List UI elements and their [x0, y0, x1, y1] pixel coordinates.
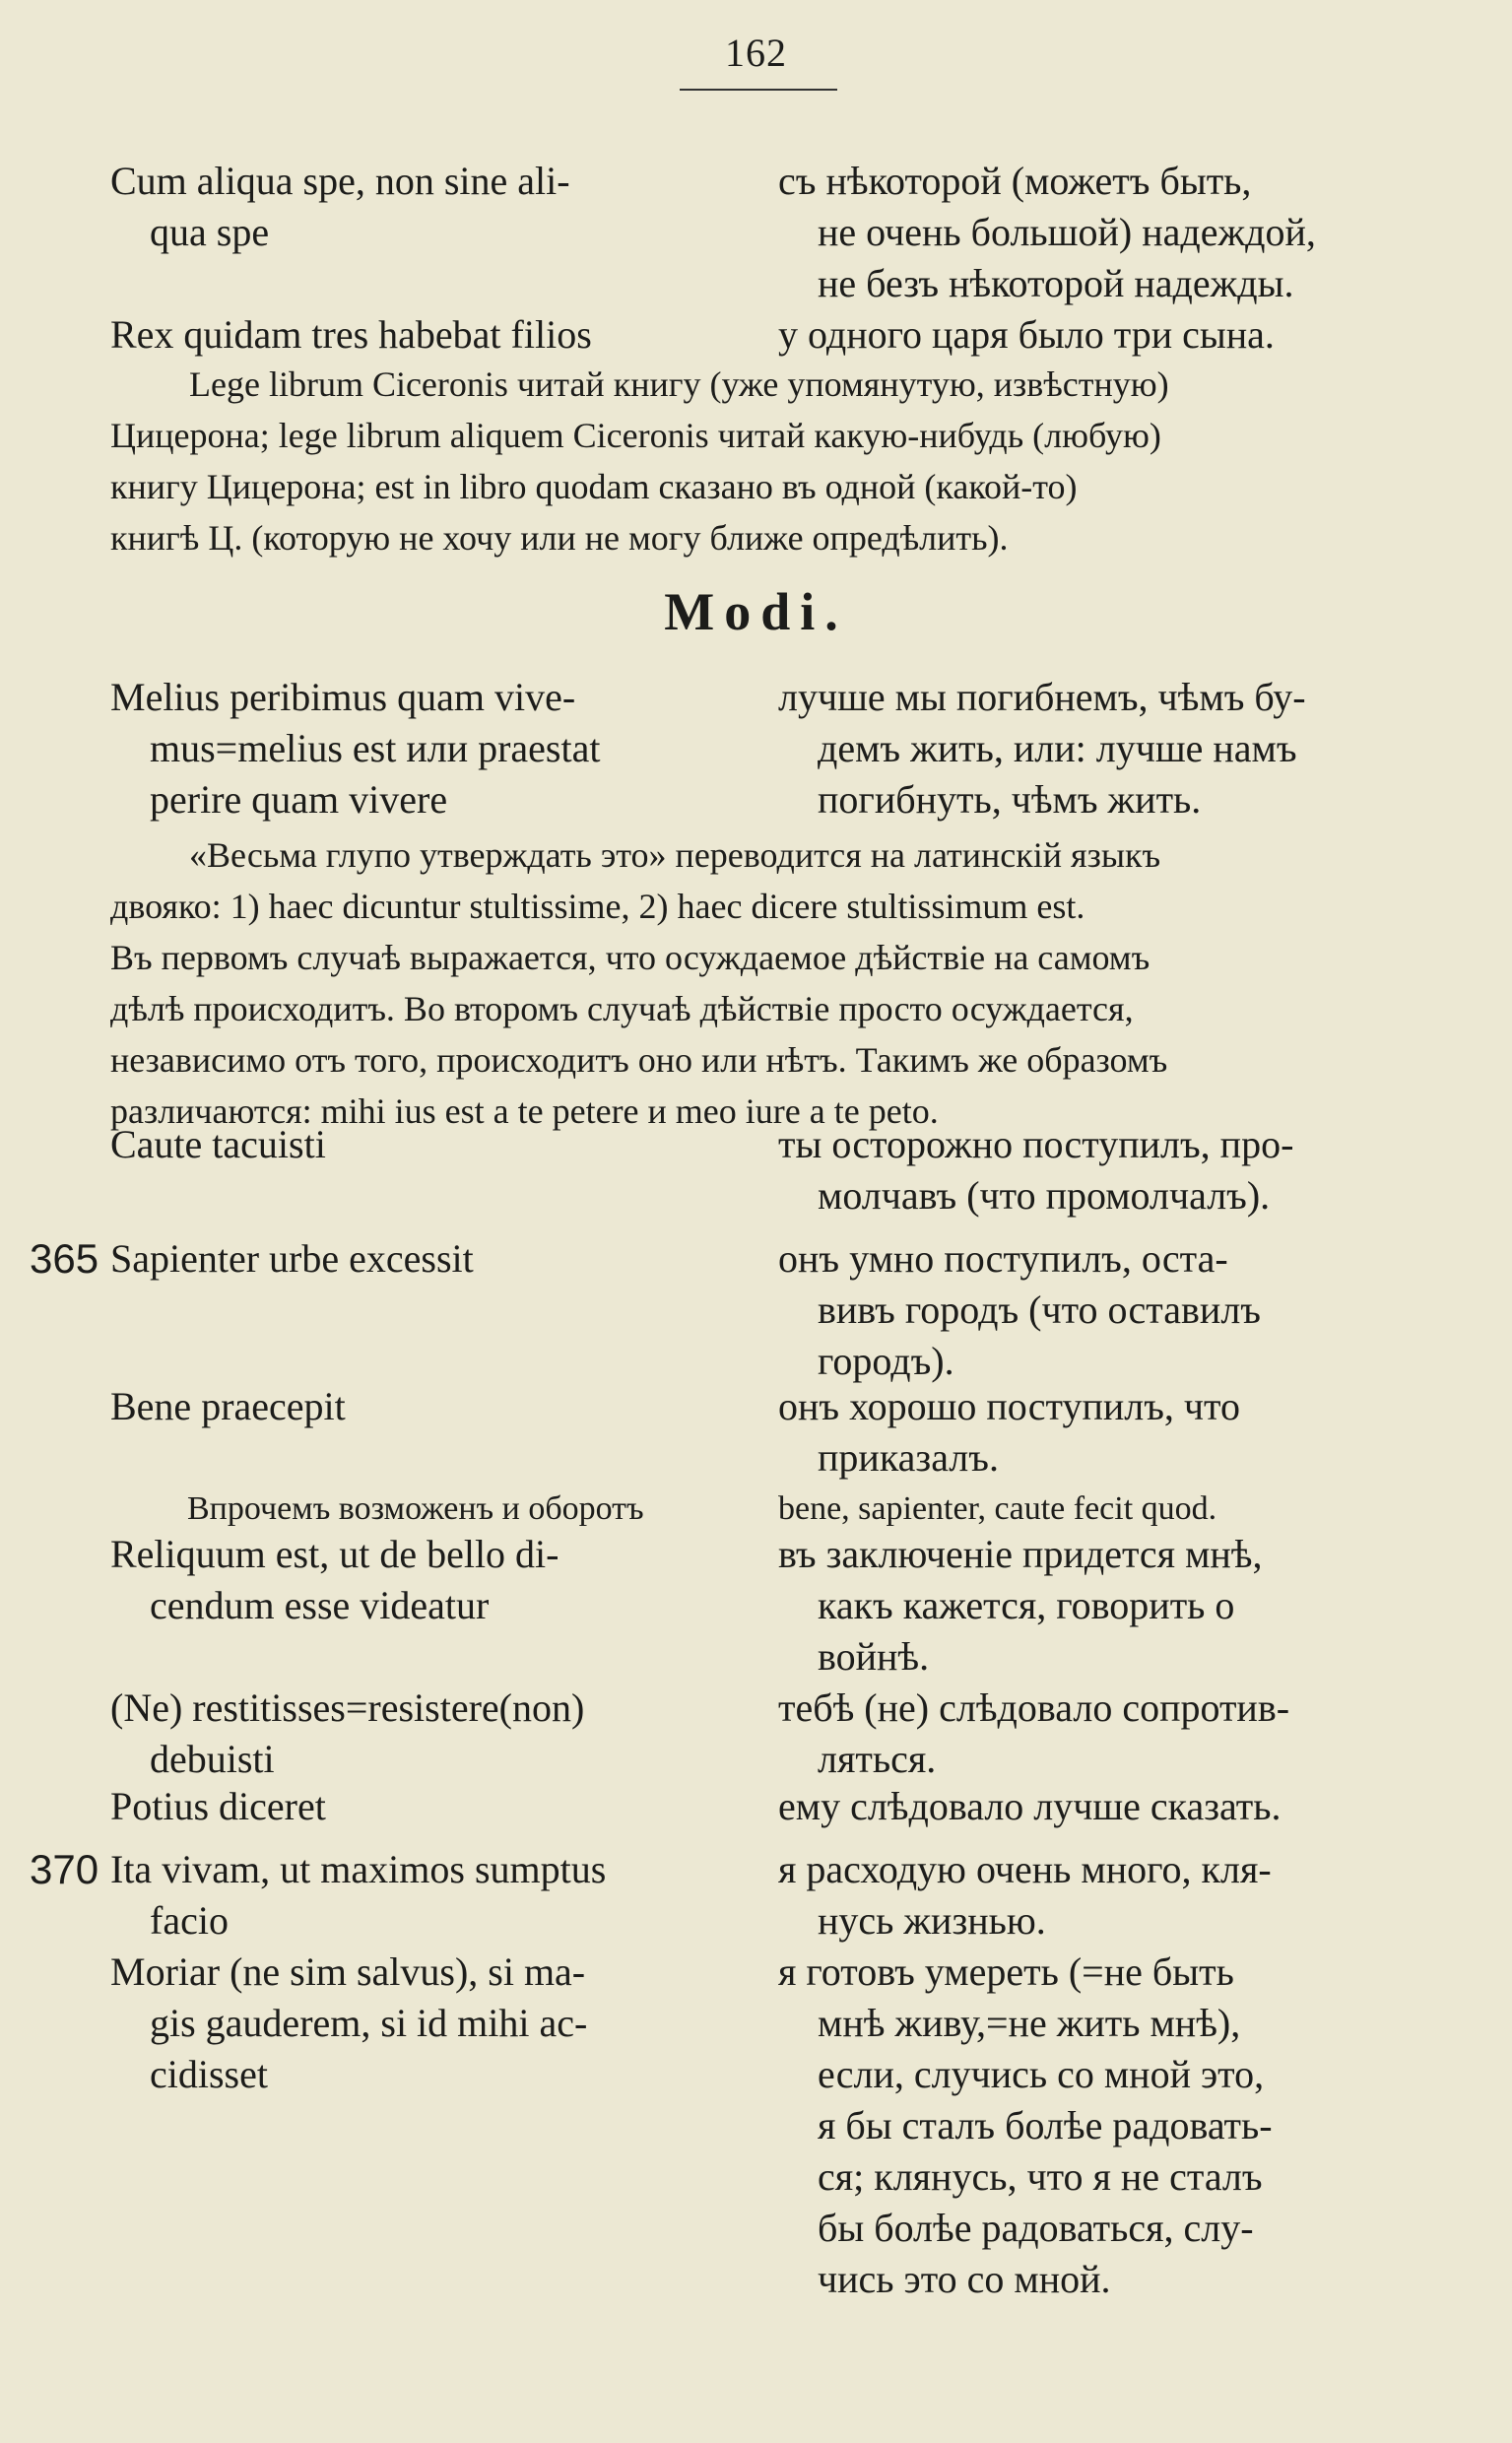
- mid-note-left: Впрочемъ возможенъ и оборотъ: [187, 1490, 644, 1527]
- russian-translation: [778, 1947, 1428, 2305]
- russian-line: демъ жить, или: лучше намъ: [818, 726, 1297, 770]
- russian-translation: [778, 1119, 1428, 1222]
- russian-translation: [778, 672, 1428, 825]
- latin-line: Melius peribimus quam vive-: [110, 675, 576, 719]
- russian-translation: ему слѣдовало лучше сказать.: [778, 1784, 1282, 1828]
- russian-translation: [778, 1683, 1428, 1785]
- russian-line: тебѣ (не) слѣдовало сопротив-: [778, 1685, 1290, 1730]
- russian-line: городъ).: [818, 1339, 954, 1383]
- header-rule: [680, 89, 837, 91]
- note-vesma-glupo: [110, 829, 1420, 1137]
- latin-line: facio: [150, 1898, 229, 1943]
- russian-line: ся; клянусь, что я не сталъ: [818, 2154, 1263, 2199]
- note-line: двояко: 1) haec dicuntur stultissime, 2) haec dicere stultissimum est.: [110, 887, 1085, 926]
- note-line: книгу Цицерона; est in libro quodam сказано въ одной (какой-то): [110, 467, 1078, 506]
- russian-translation: [778, 1381, 1428, 1484]
- latin-phrase: [110, 672, 760, 825]
- russian-line: лучше мы погибнемъ, чѣмъ бу-: [778, 675, 1306, 719]
- section-heading: Modi.: [664, 582, 848, 641]
- note-line: различаются: mihi ius est a te petere и meo iure a te peto.: [110, 1091, 939, 1131]
- latin-phrase: [110, 1683, 760, 1785]
- russian-line: ляться.: [818, 1737, 937, 1781]
- latin-line: Reliquum est, ut de bello di-: [110, 1532, 559, 1576]
- latin-phrase: Bene praecepit: [110, 1384, 346, 1428]
- russian-line: я расходую очень много, кля-: [778, 1847, 1272, 1891]
- russian-line: въ заключеніе придется мнѣ,: [778, 1532, 1263, 1576]
- line-number: 370: [30, 1846, 99, 1892]
- russian-translation: [778, 1529, 1428, 1683]
- mid-note-right: bene, sapienter, caute fecit quod.: [778, 1490, 1217, 1527]
- russian-line: войнѣ.: [818, 1634, 930, 1679]
- latin-line: cendum esse videatur: [150, 1583, 490, 1627]
- russian-translation: [778, 1233, 1428, 1387]
- russian-line: ты осторожно поступилъ, про-: [778, 1122, 1294, 1166]
- russian-line: мнѣ живу,=не жить мнѣ),: [818, 2001, 1241, 2045]
- russian-line: чись это со мной.: [818, 2257, 1111, 2301]
- note-line: Цицерона; lege librum aliquem Ciceronis читай какую-нибудь (любую): [110, 416, 1161, 455]
- russian-line: онъ хорошо поступилъ, что: [778, 1384, 1241, 1428]
- latin-line: Ita vivam, ut maximos sumptus: [110, 1847, 607, 1891]
- latin-line: mus=melius est или praestat: [150, 726, 601, 770]
- latin-phrase: Sapienter urbe excessit: [110, 1236, 474, 1281]
- note-line: дѣлѣ происходитъ. Во второмъ случаѣ дѣйствіе просто осуждается,: [110, 989, 1134, 1028]
- russian-translation: [778, 156, 1428, 309]
- russian-line: если, случись со мной это,: [818, 2052, 1265, 2096]
- russian-line: молчавъ (что промолчалъ).: [818, 1173, 1271, 1218]
- latin-line: qua spe: [150, 210, 270, 254]
- russian-line: я бы сталъ болѣе радовать-: [818, 2103, 1273, 2147]
- note-line: Въ первомъ случаѣ выражается, что осуждаемое дѣйствіе на самомъ: [110, 938, 1150, 977]
- latin-line: (Ne) restitisses=resistere(non): [110, 1685, 585, 1730]
- russian-line: вивъ городъ (что оставилъ: [818, 1288, 1261, 1332]
- russian-translation: [778, 1844, 1428, 1947]
- latin-line: perire quam vivere: [150, 777, 448, 822]
- latin-phrase: Potius diceret: [110, 1784, 326, 1828]
- note-line: книгѣ Ц. (которую не хочу или не могу ближе опредѣлить).: [110, 518, 1009, 558]
- line-number: 365: [30, 1235, 99, 1282]
- russian-line: не очень большой) надеждой,: [818, 210, 1316, 254]
- note-line: Lege librum Ciceronis читай книгу (уже упомянутую, извѣстную): [189, 364, 1169, 404]
- russian-line: не безъ нѣкоторой надежды.: [818, 261, 1294, 305]
- latin-line: Cum aliqua spe, non sine ali-: [110, 159, 570, 203]
- russian-line: съ нѣкоторой (можетъ быть,: [778, 159, 1252, 203]
- russian-line: я готовъ умереть (=не быть: [778, 1949, 1234, 1994]
- russian-line: нусь жизнью.: [818, 1898, 1046, 1943]
- latin-phrase: [110, 1947, 760, 2100]
- russian-translation: у одного царя было три сына.: [778, 312, 1275, 357]
- russian-line: погибнуть, чѣмъ жить.: [818, 777, 1202, 822]
- note-line: независимо отъ того, происходитъ оно или нѣтъ. Такимъ же образомъ: [110, 1040, 1168, 1080]
- latin-phrase: Rex quidam tres habebat filios: [110, 312, 592, 357]
- latin-line: cidisset: [150, 2052, 268, 2096]
- russian-line: бы болѣе радоваться, слу-: [818, 2206, 1254, 2250]
- latin-phrase: [110, 156, 760, 258]
- latin-line: gis gauderem, si id mihi ac-: [150, 2001, 588, 2045]
- russian-line: онъ умно поступилъ, оста-: [778, 1236, 1228, 1281]
- latin-line: Moriar (ne sim salvus), si ma-: [110, 1949, 586, 1994]
- latin-phrase: [110, 1529, 760, 1631]
- russian-line: приказалъ.: [818, 1435, 999, 1480]
- latin-phrase: [110, 1844, 760, 1947]
- note-lege-librum: [110, 359, 1420, 563]
- note-line: «Весьма глупо утверждать это» переводится на латинскій языкъ: [189, 835, 1161, 875]
- latin-line: debuisti: [150, 1737, 275, 1781]
- latin-phrase: Caute tacuisti: [110, 1122, 326, 1166]
- russian-line: какъ кажется, говорить о: [818, 1583, 1235, 1627]
- page-number: 162: [725, 31, 787, 75]
